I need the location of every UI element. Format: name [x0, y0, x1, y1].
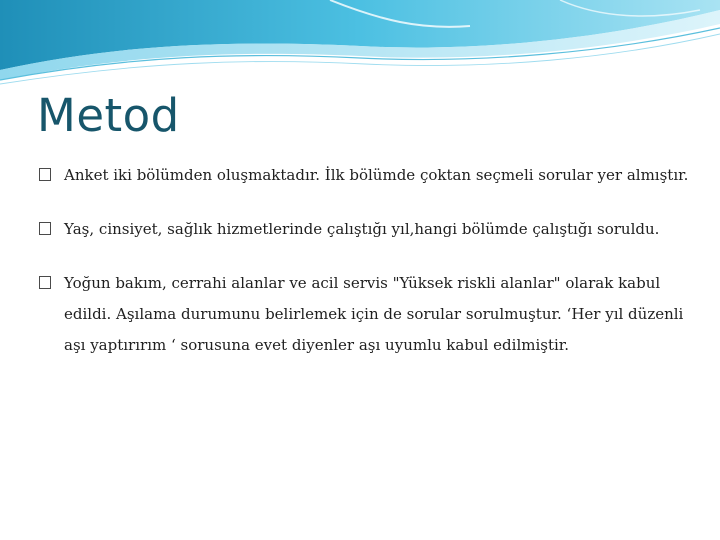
bullet-item [38, 268, 698, 361]
bullet-text: Anket iki bölümden oluşmaktadır. İlk bölümde çoktan seçmeli sorular yer almıştır. [64, 166, 689, 184]
bullet-square-icon [39, 168, 51, 181]
header-wave-decoration [0, 0, 720, 90]
bullet-square-icon [39, 222, 51, 235]
slide-title: Metod [37, 89, 180, 142]
bullet-text: Yaş, cinsiyet, sağlık hizmetlerinde çalıştığı yıl,hangi bölümde çalıştığı soruldu. [64, 220, 660, 238]
bullet-text: Yoğun bakım, cerrahi alanlar ve acil servis "Yüksek riskli alanlar" olarak kabul edildi. Aşılama durumunu belirlemek için de sorular sorulmuştur. ‘Her yıl düzenli aşı yaptırırım ‘ sorusuna evet diyenler aşı uyumlu kabul edilmiştir. [64, 274, 684, 354]
bullet-item [38, 214, 698, 245]
bullet-list [38, 160, 698, 361]
bullet-item [38, 160, 698, 191]
bullet-square-icon [39, 276, 51, 289]
